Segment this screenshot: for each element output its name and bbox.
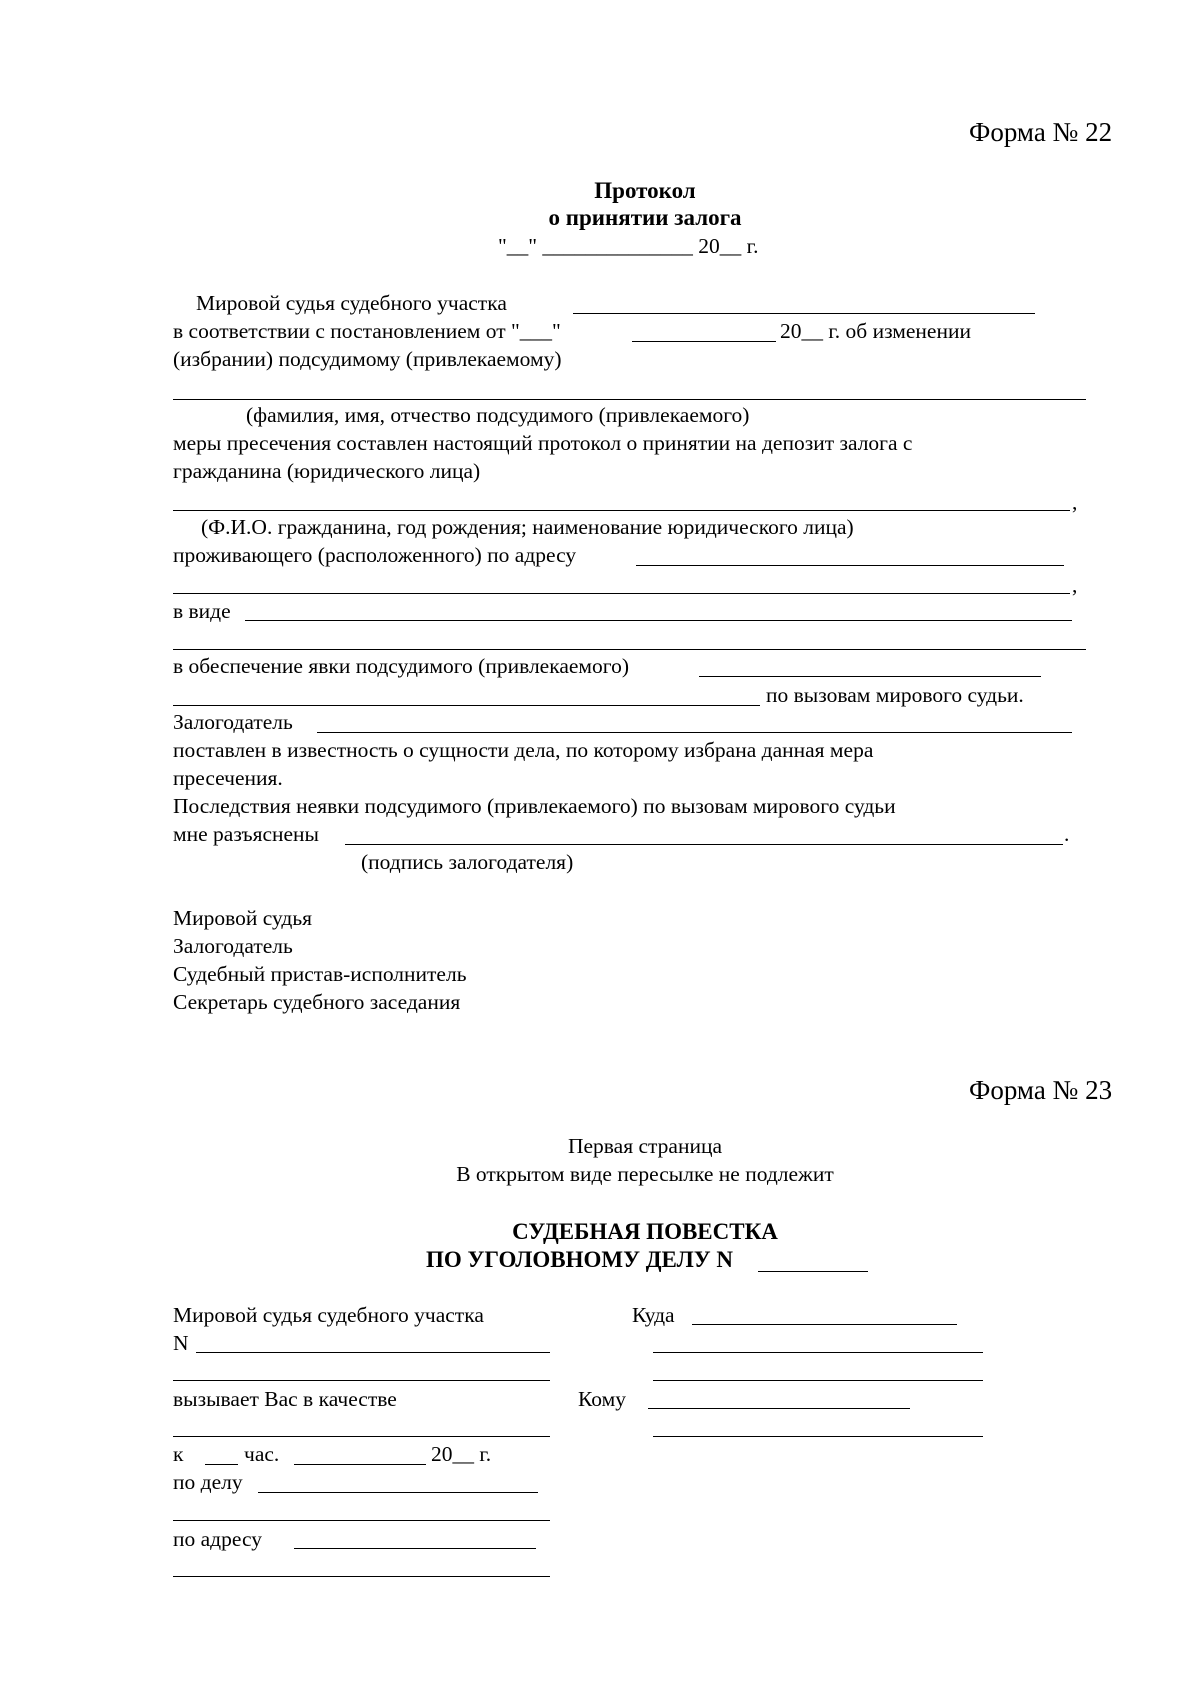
form23-n-label: N — [173, 1331, 189, 1355]
form22-address-line: проживающего (расположенного) по адресу — [173, 543, 577, 567]
hour-field[interactable] — [205, 1464, 238, 1465]
signatory-judge: Мировой судья — [173, 906, 313, 930]
form23-first-page: Первая страница — [567, 1134, 723, 1158]
form23-number: Форма № 23 — [969, 1075, 1113, 1105]
where-field-2[interactable] — [653, 1352, 983, 1353]
form22-date-line: "__" ______________ 20__ г. — [498, 234, 759, 258]
ensure-accused-field[interactable] — [699, 676, 1041, 677]
form23-where-label: Куда — [632, 1303, 675, 1327]
form23-year-label: 20__ г. — [431, 1442, 492, 1466]
form22-accused-line: (избрании) подсудимому (привлекаемому) — [173, 347, 562, 371]
resolution-month-field[interactable] — [632, 341, 776, 342]
form22-pledger-label: Залогодатель — [173, 710, 293, 734]
form23-not-open: В открытом виде пересылке не подлежит — [456, 1162, 834, 1186]
case-field-2[interactable] — [173, 1520, 550, 1521]
form23-judge-line: Мировой судья судебного участка — [173, 1303, 484, 1327]
form22-title: Протокол — [594, 178, 696, 203]
form23-to-prefix: к — [173, 1442, 184, 1466]
judge-plot-field[interactable] — [573, 313, 1035, 314]
form22-fio-caption: (фамилия, имя, отчество подсудимого (привлекаемого) — [246, 403, 750, 427]
form22-judge-line: Мировой судья судебного участка — [196, 291, 507, 315]
case-number-field[interactable] — [758, 1271, 868, 1272]
form22-signature-caption: (подпись залогодателя) — [361, 850, 574, 874]
address-field-23[interactable] — [294, 1548, 536, 1549]
signatory-secretary: Секретарь судебного заседания — [173, 990, 461, 1014]
where-field[interactable] — [692, 1324, 957, 1325]
signatory-pledger: Залогодатель — [173, 934, 293, 958]
signatory-bailiff: Судебный пристав-исполнитель — [173, 962, 467, 986]
address-field-2[interactable] — [173, 593, 1070, 594]
pledger-field[interactable] — [317, 732, 1072, 733]
form22-subtitle: о принятии залога — [548, 205, 742, 230]
pledge-form-field-2[interactable] — [173, 649, 1086, 650]
case-field[interactable] — [258, 1492, 538, 1493]
pledge-form-field[interactable] — [245, 620, 1072, 621]
form22-measure-line1: меры пресечения составлен настоящий протокол о принятии на депозит залога с — [173, 431, 913, 455]
form22-measure-line2: гражданина (юридического лица) — [173, 459, 481, 483]
form22-ensure-line: в обеспечение явки подсудимого (привлекаемого) — [173, 654, 629, 678]
date-field[interactable] — [294, 1464, 426, 1465]
form23-case-label: по делу — [173, 1470, 243, 1494]
form23-address-label: по адресу — [173, 1527, 262, 1551]
form22-form-of: в виде — [173, 599, 231, 623]
form22-by-summons: по вызовам мирового судьи. — [766, 683, 1024, 707]
form23-summons-as: вызывает Вас в качестве — [173, 1387, 397, 1411]
form22-comma1: , — [1072, 490, 1078, 514]
form23-subtitle: ПО УГОЛОВНОМУ ДЕЛУ N — [426, 1247, 733, 1272]
whom-field-2[interactable] — [653, 1436, 983, 1437]
form23-title: СУДЕБНАЯ ПОВЕСТКА — [512, 1219, 778, 1244]
form23-hour-label: час. — [244, 1442, 280, 1466]
plot-number-field[interactable] — [196, 1352, 550, 1353]
accused-name-field[interactable] — [173, 399, 1086, 400]
form22-informed-line1: поставлен в известность о сущности дела, по которому избрана данная мера — [173, 738, 874, 762]
form22-comma2: , — [1072, 573, 1078, 597]
whom-field[interactable] — [648, 1408, 910, 1409]
form22-period: . — [1064, 822, 1070, 846]
form22-citizen-caption: (Ф.И.О. гражданина, год рождения; наименование юридического лица) — [201, 515, 854, 539]
citizen-name-field[interactable] — [173, 510, 1070, 511]
where-field-3[interactable] — [653, 1380, 983, 1381]
form23-whom-label: Кому — [578, 1387, 626, 1411]
form22-number: Форма № 22 — [969, 117, 1113, 147]
form22-informed-line2: пресечения. — [173, 766, 283, 790]
form22-resolution-suffix: 20__ г. об изменении — [780, 319, 971, 343]
form22-consequences-line2: мне разъяснены — [173, 822, 319, 846]
address-field[interactable] — [636, 565, 1064, 566]
pledger-signature-field[interactable] — [345, 844, 1063, 845]
summons-role-field[interactable] — [173, 1436, 550, 1437]
form22-consequences-line1: Последствия неявки подсудимого (привлекаемого) по вызовам мирового судьи — [173, 794, 896, 818]
address-field-23-2[interactable] — [173, 1576, 550, 1577]
ensure-accused-field-2[interactable] — [173, 705, 760, 706]
plot-number-field-2[interactable] — [173, 1380, 550, 1381]
form22-resolution-prefix: в соответствии с постановлением от "___" — [173, 319, 561, 343]
